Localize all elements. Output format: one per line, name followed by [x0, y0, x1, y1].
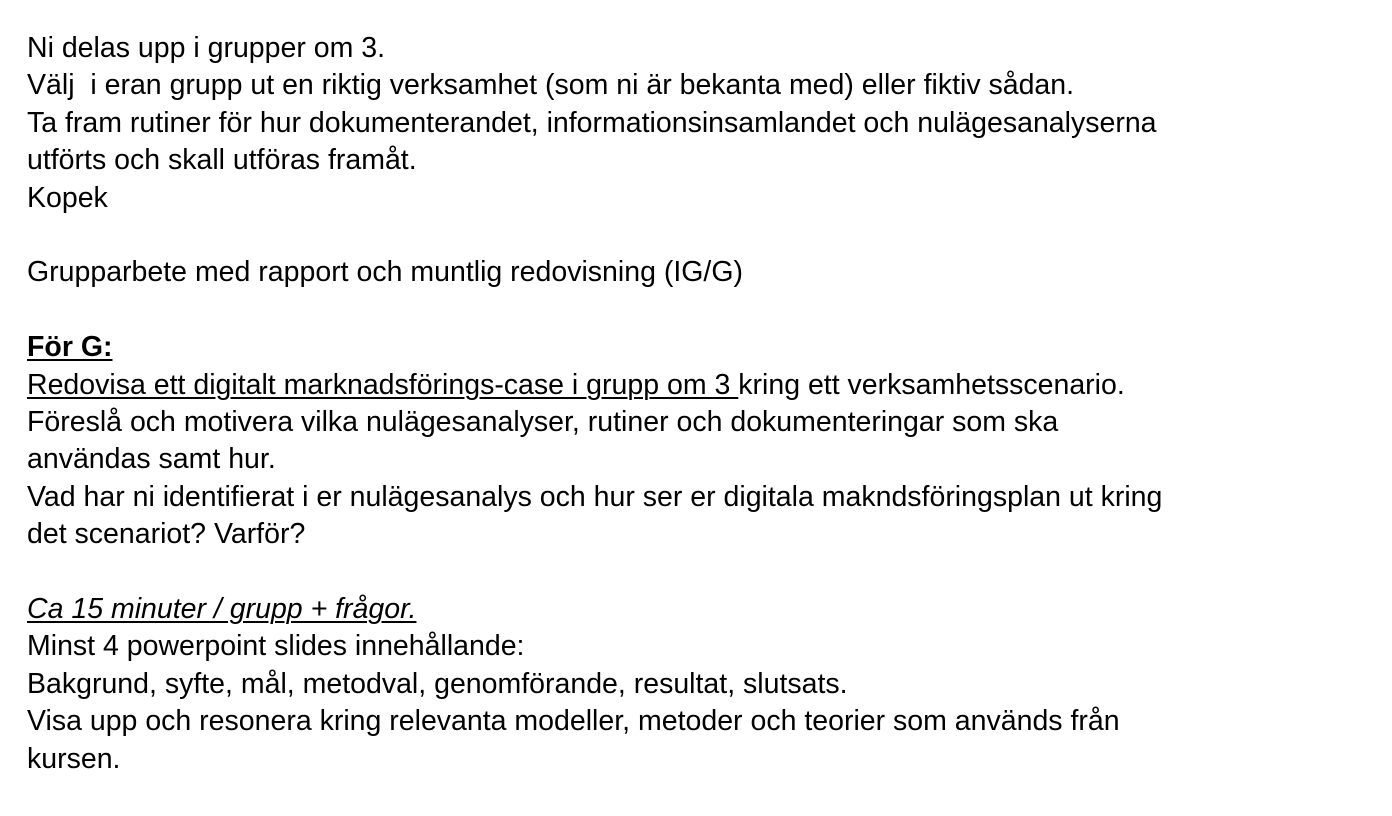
presentation-duration [27, 591, 1367, 628]
document-body [27, 30, 1367, 778]
for-g-line-3: användas samt hur. [27, 443, 276, 476]
presentation-line-2: Bakgrund, syfte, mål, metodval, genomförande, resultat, slutsats. [27, 667, 848, 700]
for-g-case-line [27, 367, 1367, 404]
presentation-duration-text: Ca 15 minuter / grupp + frågor. [27, 593, 417, 626]
for-g-case-underlined: Redovisa ett digitalt marknadsförings-case i grupp om 3 [27, 368, 739, 401]
for-g-heading [27, 329, 1367, 366]
for-g-case-rest: kring ett verksamhetsscenario. [738, 368, 1125, 401]
for-g-heading-text: För G: [27, 331, 113, 364]
presentation-line-3: Visa upp och resonera kring relevanta modeller, metoder och teorier som används från [27, 705, 1120, 738]
intro-line-1: Ni delas upp i grupper om 3. [27, 32, 386, 64]
intro-line-4: utförts och skall utföras framåt. [27, 144, 417, 177]
spacer [27, 217, 1367, 254]
intro-line-5: Kopek [27, 181, 108, 214]
intro-line-2: Välj i eran grupp ut en riktig verksamhet (som ni är bekanta med) eller fiktiv sådan. [27, 69, 1075, 102]
intro-line-3: Ta fram rutiner för hur dokumenterandet, informationsinsamlandet och nulägesanalyserna [27, 106, 1157, 139]
presentation-line-1: Minst 4 powerpoint slides innehållande: [27, 630, 525, 663]
presentation-line-4: kursen. [27, 742, 121, 775]
spacer [27, 292, 1367, 329]
for-g-line-2: Föreslå och motivera vilka nulägesanalyser, rutiner och dokumenteringar som ska [27, 406, 1059, 439]
assignment-title: Grupparbete med rapport och muntlig redovisning (IG/G) [27, 256, 744, 289]
spacer [27, 554, 1367, 591]
for-g-line-5: det scenariot? Varför? [27, 518, 306, 551]
for-g-line-4: Vad har ni identifierat i er nulägesanalys och hur ser er digitala makndsföringsplan ut kring [27, 480, 1163, 513]
